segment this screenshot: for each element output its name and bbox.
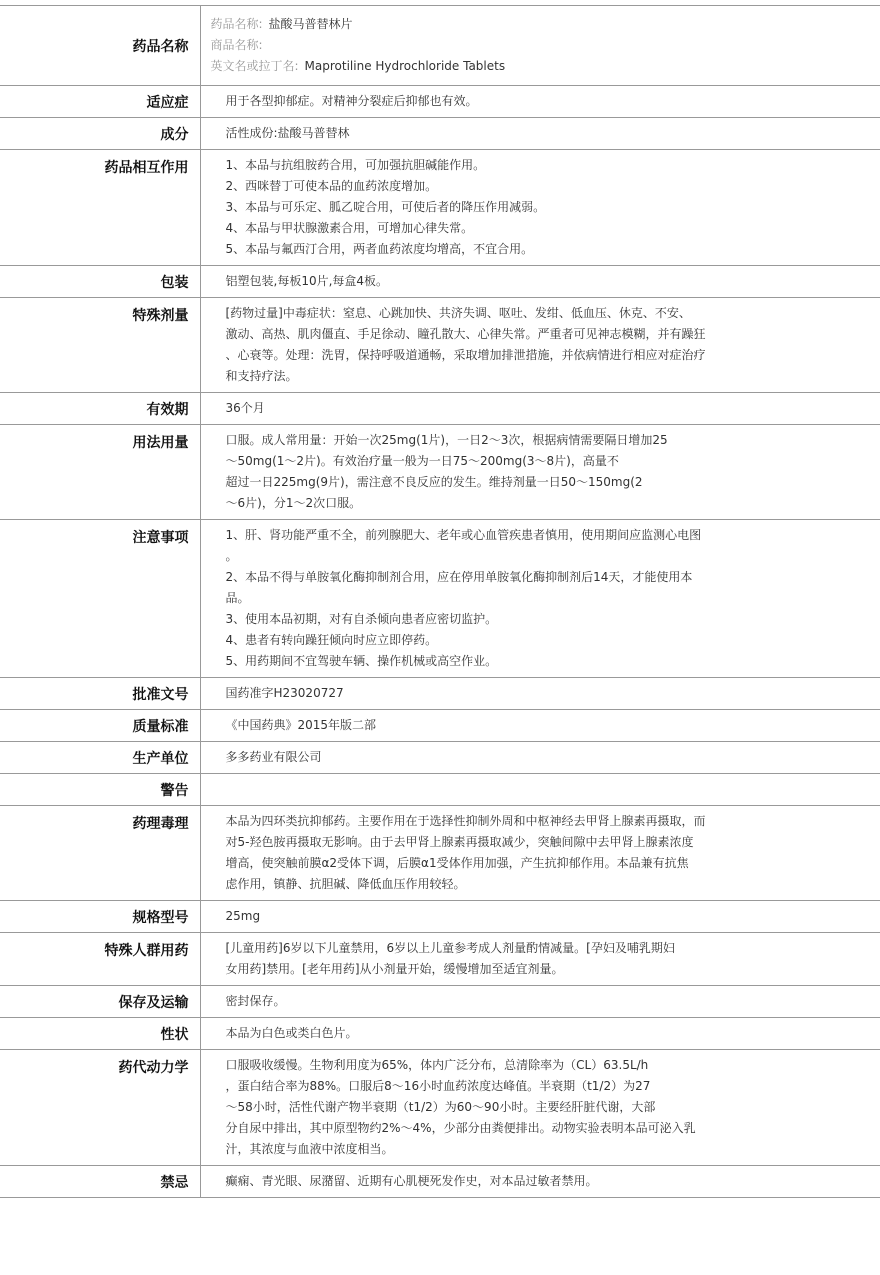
trade-name-label: 商品名称: xyxy=(211,38,263,52)
row-value xyxy=(200,774,880,806)
info-row xyxy=(0,742,880,774)
value-line: 分自尿中排出，其中原型物约2%～4%，少部分由粪便排出。动物实验表明本品可泌入乳 xyxy=(226,1118,880,1139)
value-line: 3、使用本品初期，对有自杀倾向患者应密切监护。 xyxy=(226,609,880,630)
value-line: 4、患者有转向躁狂倾向时应立即停药。 xyxy=(226,630,880,651)
info-row xyxy=(0,901,880,933)
value-line: 超过一日225mg(9片)，需注意不良反应的发生。维持剂量一日50～150mg(2 xyxy=(226,472,880,493)
value-line: 本品为四环类抗抑郁药。主要作用在于选择性抑制外周和中枢神经去甲肾上腺素再摄取，而 xyxy=(226,811,880,832)
row-label: 药品相互作用 xyxy=(0,150,200,266)
generic-name-label: 药品名称: xyxy=(211,17,263,31)
row-value xyxy=(200,118,880,150)
row-label: 药代动力学 xyxy=(0,1050,200,1166)
info-row xyxy=(0,393,880,425)
row-label: 用法用量 xyxy=(0,425,200,520)
value-line: 多多药业有限公司 xyxy=(226,747,880,768)
value-line: 和支持疗法。 xyxy=(226,366,880,387)
row-drug-name xyxy=(0,6,880,86)
row-label: 规格型号 xyxy=(0,901,200,933)
row-value xyxy=(200,901,880,933)
row-value xyxy=(200,266,880,298)
value-line: ～58小时，活性代谢产物半衰期（t1/2）为60～90小时。主要经肝脏代谢，大部 xyxy=(226,1097,880,1118)
row-value xyxy=(200,710,880,742)
info-row xyxy=(0,1018,880,1050)
info-row xyxy=(0,1166,880,1198)
row-value xyxy=(200,425,880,520)
row-value xyxy=(200,742,880,774)
row-label: 适应症 xyxy=(0,86,200,118)
row-value xyxy=(200,1050,880,1166)
value-line: 密封保存。 xyxy=(226,991,880,1012)
value-line: 1、肝、肾功能严重不全，前列腺肥大、老年或心血管疾患者慎用，使用期间应监测心电图 xyxy=(226,525,880,546)
value-line: 2、本品不得与单胺氧化酶抑制剂合用，应在停用单胺氧化酶抑制剂后14天，才能使用本 xyxy=(226,567,880,588)
row-label: 质量标准 xyxy=(0,710,200,742)
value-line: 5、用药期间不宜驾驶车辆、操作机械或高空作业。 xyxy=(226,651,880,672)
row-value xyxy=(200,393,880,425)
value-line: 增高，使突触前膜α2受体下调，后膜α1受体作用加强，产生抗抑郁作用。本品兼有抗焦 xyxy=(226,853,880,874)
value-line: 、心衰等。处理：洗胃，保持呼吸道通畅，采取增加排泄措施，并依病情进行相应对症治疗 xyxy=(226,345,880,366)
value-line: 4、本品与甲状腺激素合用，可增加心律失常。 xyxy=(226,218,880,239)
generic-name-value: 盐酸马普替林片 xyxy=(269,17,353,31)
info-row xyxy=(0,933,880,986)
value-line: 对5-羟色胺再摄取无影响。由于去甲肾上腺素再摄取减少，突触间隙中去甲肾上腺素浓度 xyxy=(226,832,880,853)
value-line: 口服。成人常用量：开始一次25mg(1片)，一日2～3次，根据病情需要隔日增加25 xyxy=(226,430,880,451)
value-line: 25mg xyxy=(226,906,880,927)
drug-name-values xyxy=(200,6,880,86)
value-line: 国药准字H23020727 xyxy=(226,683,880,704)
value-line: 1、本品与抗组胺药合用，可加强抗胆碱能作用。 xyxy=(226,155,880,176)
row-label: 禁忌 xyxy=(0,1166,200,1198)
row-value xyxy=(200,933,880,986)
row-label: 批准文号 xyxy=(0,678,200,710)
value-line: 女用药]禁用。[老年用药]从小剂量开始，缓慢增加至适宜剂量。 xyxy=(226,959,880,980)
value-line: 。 xyxy=(226,546,880,567)
row-value xyxy=(200,678,880,710)
row-label: 生产单位 xyxy=(0,742,200,774)
value-line: 《中国药典》2015年版二部 xyxy=(226,715,880,736)
row-label: 成分 xyxy=(0,118,200,150)
row-label: 警告 xyxy=(0,774,200,806)
info-row xyxy=(0,806,880,901)
value-line: 2、西咪替丁可使本品的血药浓度增加。 xyxy=(226,176,880,197)
row-label: 包装 xyxy=(0,266,200,298)
info-row xyxy=(0,118,880,150)
drug-info-table xyxy=(0,5,880,1198)
row-label: 特殊剂量 xyxy=(0,298,200,393)
row-value xyxy=(200,298,880,393)
value-line: ～6片)，分1～2次口服。 xyxy=(226,493,880,514)
value-line xyxy=(226,779,880,800)
value-line: 3、本品与可乐定、胍乙啶合用，可使后者的降压作用减弱。 xyxy=(226,197,880,218)
english-name-value: Maprotiline Hydrochloride Tablets xyxy=(305,59,506,73)
value-line: 汁，其浓度与血液中浓度相当。 xyxy=(226,1139,880,1160)
row-value xyxy=(200,150,880,266)
value-line: 5、本品与氟西汀合用，两者血药浓度均增高，不宜合用。 xyxy=(226,239,880,260)
info-row xyxy=(0,266,880,298)
info-row xyxy=(0,774,880,806)
row-label: 有效期 xyxy=(0,393,200,425)
value-line: 虑作用，镇静、抗胆碱、降低血压作用较轻。 xyxy=(226,874,880,895)
value-line: 本品为白色或类白色片。 xyxy=(226,1023,880,1044)
value-line: ～50mg(1～2片)。有效治疗量一般为一日75～200mg(3～8片)，高量不 xyxy=(226,451,880,472)
info-row xyxy=(0,86,880,118)
row-value xyxy=(200,806,880,901)
info-row xyxy=(0,425,880,520)
english-name-label: 英文名或拉丁名: xyxy=(211,59,299,73)
row-label: 注意事项 xyxy=(0,520,200,678)
value-line: 品。 xyxy=(226,588,880,609)
row-label: 性状 xyxy=(0,1018,200,1050)
row-value xyxy=(200,986,880,1018)
row-value xyxy=(200,86,880,118)
value-line: 活性成份:盐酸马普替林 xyxy=(226,123,880,144)
row-label: 药理毒理 xyxy=(0,806,200,901)
row-label: 保存及运输 xyxy=(0,986,200,1018)
row-label: 药品名称 xyxy=(0,6,200,86)
value-line: 激动、高热、肌肉僵直、手足徐动、瞳孔散大、心律失常。严重者可见神志模糊，并有躁狂 xyxy=(226,324,880,345)
info-row xyxy=(0,986,880,1018)
value-line: 用于各型抑郁症。对精神分裂症后抑郁也有效。 xyxy=(226,91,880,112)
row-value xyxy=(200,1018,880,1050)
value-line: 36个月 xyxy=(226,398,880,419)
row-label: 特殊人群用药 xyxy=(0,933,200,986)
row-value xyxy=(200,520,880,678)
value-line: 口服吸收缓慢。生物利用度为65%，体内广泛分布，总清除率为（CL）63.5L/h xyxy=(226,1055,880,1076)
value-line: [儿童用药]6岁以下儿童禁用，6岁以上儿童参考成人剂量酌情减量。[孕妇及哺乳期妇 xyxy=(226,938,880,959)
value-line: [药物过量]中毒症状：窒息、心跳加快、共济失调、呕吐、发绀、低血压、休克、不安、 xyxy=(226,303,880,324)
info-row xyxy=(0,520,880,678)
info-row xyxy=(0,710,880,742)
info-row xyxy=(0,298,880,393)
info-row xyxy=(0,150,880,266)
value-line: 癫痫、青光眼、尿潴留、近期有心肌梗死发作史，对本品过敏者禁用。 xyxy=(226,1171,880,1192)
value-line: 铝塑包装,每板10片,每盒4板。 xyxy=(226,271,880,292)
info-row xyxy=(0,678,880,710)
info-row xyxy=(0,1050,880,1166)
row-value xyxy=(200,1166,880,1198)
value-line: ，蛋白结合率为88%。口服后8～16小时血药浓度达峰值。半衰期（t1/2）为27 xyxy=(226,1076,880,1097)
